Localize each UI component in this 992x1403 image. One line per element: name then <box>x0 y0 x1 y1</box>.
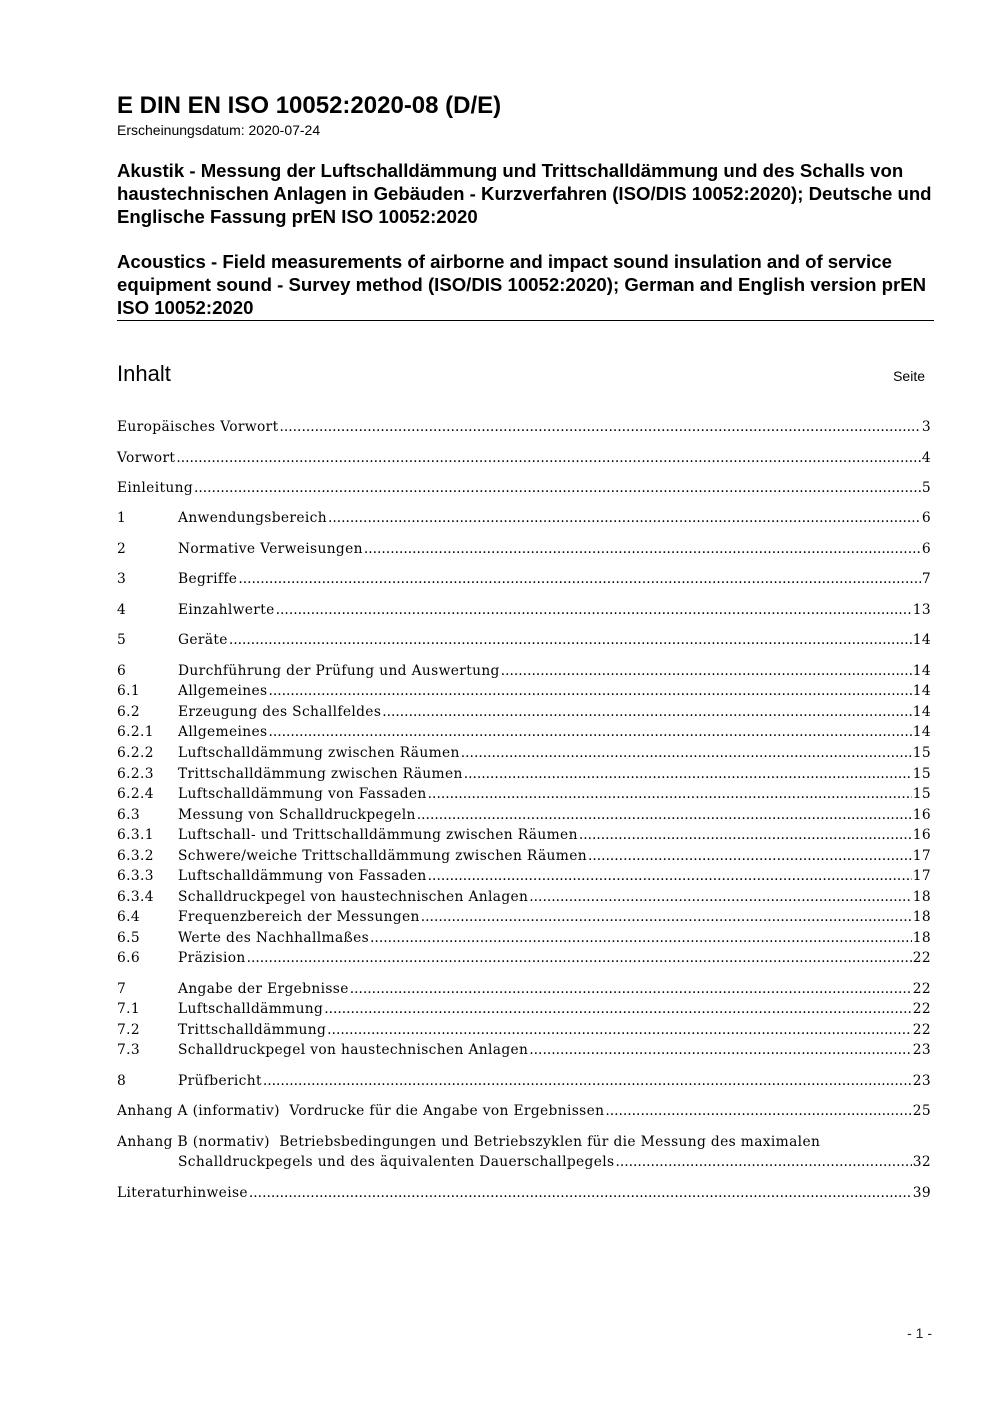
toc-leader-dots <box>421 907 912 927</box>
toc-entry-title: Luftschalldämmung <box>178 1001 324 1017</box>
toc-entry-title: Prüfbericht <box>178 1073 262 1089</box>
toc-leader-dots <box>229 630 912 650</box>
toc-entry[interactable] <box>117 825 931 845</box>
toc-entry[interactable] <box>117 907 931 927</box>
toc-entry[interactable] <box>117 417 931 437</box>
toc-entry[interactable] <box>117 979 931 999</box>
toc-entry[interactable] <box>117 784 931 804</box>
toc-entry-title: Allgemeines <box>178 683 268 699</box>
toc-entry-page: 6 <box>921 541 931 557</box>
toc-leader-dots <box>249 1183 912 1203</box>
toc-entry-page: 18 <box>912 909 931 925</box>
toc-entry[interactable] <box>117 1040 931 1060</box>
toc-entry-page: 17 <box>912 848 931 864</box>
toc-entry[interactable] <box>117 630 931 650</box>
toc-leader-dots <box>461 743 912 763</box>
toc-entry-page: 14 <box>912 683 931 699</box>
publication-date: Erscheinungsdatum: 2020-07-24 <box>117 122 321 138</box>
toc-entry[interactable] <box>117 866 931 886</box>
toc-entry-title-continued: Schalldruckpegels und des äquivalenten Dauerschallpegels <box>178 1154 615 1170</box>
toc-entry[interactable] <box>117 1020 931 1040</box>
toc-entry[interactable] <box>117 539 931 559</box>
toc-entry-title: Präzision <box>178 950 246 966</box>
toc-entry-title: Werte des Nachhallmaßes <box>178 930 370 946</box>
toc-entry-number: 7 <box>117 981 127 997</box>
toc-entry-page: 17 <box>912 868 931 884</box>
toc-entry-title: Trittschalldämmung <box>178 1022 327 1038</box>
toc-entry[interactable] <box>117 805 931 825</box>
toc-entry-number: 7.3 <box>117 1042 140 1058</box>
toc-entry[interactable] <box>117 743 931 763</box>
toc-entry-number: 2 <box>117 541 127 557</box>
toc-entry-number: 4 <box>117 602 127 618</box>
toc-entry-page: 22 <box>912 950 931 966</box>
toc-entry-title: Vorwort <box>117 450 176 466</box>
toc-entry-title: Allgemeines <box>178 724 268 740</box>
document-id: E DIN EN ISO 10052:2020-08 (D/E) <box>117 92 502 119</box>
toc-entry-page: 23 <box>912 1073 931 1089</box>
toc-leader-dots <box>350 979 912 999</box>
toc-entry[interactable] <box>117 1071 931 1091</box>
title-english: Acoustics - Field measurements of airborne and impact sound insulation and of service equipment sound - Survey method (ISO/DIS 10052:2020); German and English version prEN ISO 10052:2020 <box>117 251 927 318</box>
toc-leader-dots <box>370 928 912 948</box>
toc-entry-number: 1 <box>117 510 127 526</box>
toc-entry-number: 6.2.4 <box>117 786 154 802</box>
toc-entry-page: 4 <box>921 450 931 466</box>
toc-entry-title: Trittschalldämmung zwischen Räumen <box>178 766 463 782</box>
toc-entry-number: 6.3 <box>117 807 140 823</box>
header-divider <box>117 320 934 321</box>
toc-entry-number: 6.1 <box>117 683 140 699</box>
toc-entry-number: 6.4 <box>117 909 140 925</box>
toc-entry[interactable] <box>117 508 931 528</box>
toc-entry-title: Anhang B (normativ) Betriebsbedingungen und Betriebszyklen für die Messung des maximalen <box>117 1134 821 1150</box>
toc-entry-title: Messung von Schalldruckpegeln <box>178 807 416 823</box>
toc-leader-dots <box>238 569 921 589</box>
toc-leader-dots <box>428 866 912 886</box>
toc-entry-number: 3 <box>117 571 127 587</box>
toc-entry-page: 16 <box>912 827 931 843</box>
toc-entry-title: Einzahlwerte <box>178 602 275 618</box>
toc-entry-title: Geräte <box>178 632 228 648</box>
toc-entry-page: 15 <box>912 766 931 782</box>
toc-entry-page: 6 <box>921 510 931 526</box>
toc-leader-dots <box>579 825 912 845</box>
toc-entry-number: 6.5 <box>117 930 140 946</box>
toc-leader-dots <box>328 508 921 528</box>
toc-entry[interactable] <box>117 1132 931 1172</box>
toc-leader-dots <box>364 539 921 559</box>
toc-leader-dots <box>428 784 912 804</box>
toc-entry-title: Luftschall- und Trittschalldämmung zwischen Räumen <box>178 827 578 843</box>
toc-entry-page: 16 <box>912 807 931 823</box>
toc-leader-dots <box>615 1152 911 1172</box>
toc-entry-page: 14 <box>912 704 931 720</box>
toc-leader-dots <box>268 681 911 701</box>
toc-leader-dots <box>263 1071 912 1091</box>
toc-leader-dots <box>605 1101 911 1121</box>
toc-leader-dots <box>529 1040 911 1060</box>
toc-leader-dots <box>529 887 911 907</box>
toc-entry[interactable] <box>117 928 931 948</box>
toc-entry-number: 8 <box>117 1073 127 1089</box>
toc-entry-number: 6.3.4 <box>117 889 154 905</box>
toc-entry-number: 7.1 <box>117 1001 140 1017</box>
toc-entry-number: 6.6 <box>117 950 140 966</box>
toc-leader-dots <box>588 846 912 866</box>
toc-leader-dots <box>280 417 921 437</box>
toc-entry-title: Durchführung der Prüfung und Auswertung <box>178 663 500 679</box>
toc-entry[interactable] <box>117 600 931 620</box>
toc-entry[interactable] <box>117 764 931 784</box>
toc-leader-dots <box>501 661 912 681</box>
toc-entry-page: 22 <box>912 981 931 997</box>
toc-entry[interactable] <box>117 569 931 589</box>
toc-entry-number: 6.3.3 <box>117 868 154 884</box>
toc-entry[interactable] <box>117 846 931 866</box>
toc-entry-number: 6.2 <box>117 704 140 720</box>
toc-entry-page: 15 <box>912 745 931 761</box>
toc-entry[interactable] <box>117 681 931 701</box>
toc-entry-page: 13 <box>912 602 931 618</box>
toc-entry[interactable] <box>117 999 931 1019</box>
toc-heading: Inhalt <box>117 361 171 386</box>
toc-entry-number: 6 <box>117 663 127 679</box>
toc-entry-title: Frequenzbereich der Messungen <box>178 909 420 925</box>
toc-entry-title: Luftschalldämmung zwischen Räumen <box>178 745 460 761</box>
toc-entry[interactable] <box>117 661 931 681</box>
toc-entry-page: 15 <box>912 786 931 802</box>
toc-entry-title: Schwere/weiche Trittschalldämmung zwischen Räumen <box>178 848 587 864</box>
toc-entry-number: 6.2.1 <box>117 724 154 740</box>
toc-entry-page: 5 <box>921 480 931 496</box>
toc-entry-page: 7 <box>921 571 931 587</box>
title-german: Akustik - Messung der Luftschalldämmung und Trittschalldämmung und des Schalls von haustechnischen Anlagen in Gebäuden - Kurzverfahren (ISO/DIS 10052:2020); Deutsche und Englische Fassung prEN ISO 10052:2020 <box>117 160 932 227</box>
toc-entry-title: Erzeugung des Schallfeldes <box>178 704 382 720</box>
toc-entry-page: 14 <box>912 632 931 648</box>
toc-entry-number: 5 <box>117 632 127 648</box>
toc-entry-page: 23 <box>912 1042 931 1058</box>
toc-entry-title: Luftschalldämmung von Fassaden <box>178 868 427 884</box>
toc-leader-dots <box>464 764 912 784</box>
toc-entry-page: 18 <box>912 930 931 946</box>
toc-entry-title: Europäisches Vorwort <box>117 419 279 435</box>
toc-entry-page: 14 <box>912 663 931 679</box>
toc-entry[interactable] <box>117 948 931 968</box>
toc-entry-page: 32 <box>912 1154 931 1170</box>
toc-entry-title: Literaturhinweise <box>117 1185 248 1201</box>
page-number: - 1 - <box>907 1325 932 1341</box>
toc-entry-title: Einleitung <box>117 480 194 496</box>
toc-leader-dots <box>268 722 911 742</box>
toc-leader-dots <box>417 805 912 825</box>
toc-entry-number: 7.2 <box>117 1022 140 1038</box>
toc-entry[interactable] <box>117 1101 931 1121</box>
toc-entry-page: 25 <box>912 1103 931 1119</box>
toc-entry[interactable] <box>117 702 931 722</box>
toc-entry[interactable] <box>117 887 931 907</box>
toc-entry-number: 6.3.1 <box>117 827 154 843</box>
toc-entry-title: Normative Verweisungen <box>178 541 363 557</box>
toc-entry-title: Anhang A (informativ) Vordrucke für die Angabe von Ergebnissen <box>117 1103 605 1119</box>
toc-entry[interactable] <box>117 722 931 742</box>
toc-entry-title: Luftschalldämmung von Fassaden <box>178 786 427 802</box>
toc-leader-dots <box>176 448 921 468</box>
toc-entry-page: 18 <box>912 889 931 905</box>
toc-entry-page: 3 <box>921 419 931 435</box>
toc-entry-number: 6.2.2 <box>117 745 154 761</box>
toc-entry-number: 6.3.2 <box>117 848 154 864</box>
toc-leader-dots <box>276 600 912 620</box>
toc-leader-dots <box>327 1020 912 1040</box>
toc-entry-page: 22 <box>912 1001 931 1017</box>
toc-entry[interactable] <box>117 478 931 498</box>
toc-entry-title: Schalldruckpegel von haustechnischen Anlagen <box>178 1042 529 1058</box>
toc-leader-dots <box>247 948 912 968</box>
toc-entry[interactable] <box>117 448 931 468</box>
toc-entry-number: 6.2.3 <box>117 766 154 782</box>
toc-entry-page: 39 <box>912 1185 931 1201</box>
toc-entry-title: Schalldruckpegel von haustechnischen Anlagen <box>178 889 529 905</box>
toc-leader-dots <box>324 999 912 1019</box>
toc-entry-title: Angabe der Ergebnisse <box>178 981 349 997</box>
toc-entry-page: 22 <box>912 1022 931 1038</box>
toc-entry-title: Begriffe <box>178 571 238 587</box>
toc-leader-dots <box>382 702 911 722</box>
toc-entry[interactable] <box>117 1183 931 1203</box>
toc-entry-page: 14 <box>912 724 931 740</box>
toc-leader-dots <box>194 478 921 498</box>
toc-entry-title: Anwendungsbereich <box>178 510 327 526</box>
toc-page-column-label: Seite <box>893 368 925 384</box>
